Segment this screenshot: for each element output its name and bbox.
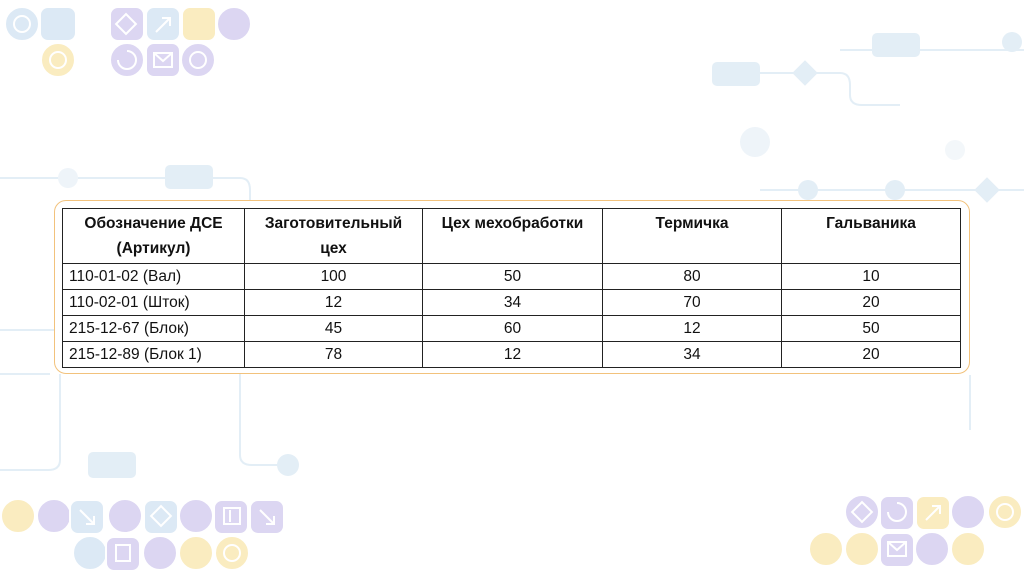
header-designation: Обозначение ДСЕ (Артикул) [63,209,245,264]
table-cell: 10 [782,264,961,290]
icon-tiles-bottom-right [809,495,1022,567]
header-heat-treatment: Термичка [603,209,782,264]
table-row [63,290,961,316]
table-cell: 215-12-89 (Блок 1) [63,342,245,368]
table-header-row [63,209,961,264]
table-cell: 12 [423,342,603,368]
data-table [62,208,961,368]
table-cell: 20 [782,290,961,316]
table-cell: 50 [423,264,603,290]
table-cell: 78 [245,342,423,368]
table-cell: 12 [603,316,782,342]
table-cell: 80 [603,264,782,290]
header-blank-shop: Заготовительный цех [245,209,423,264]
table-cell: 20 [782,342,961,368]
table-cell: 34 [423,290,603,316]
table-row [63,342,961,368]
header-galvanic: Гальваника [782,209,961,264]
table-row [63,316,961,342]
table-cell: 45 [245,316,423,342]
table-cell: 12 [245,290,423,316]
table-cell: 110-02-01 (Шток) [63,290,245,316]
icon-tiles-bottom-left [1,499,284,571]
table-cell: 34 [603,342,782,368]
table-cell: 60 [423,316,603,342]
table-cell: 70 [603,290,782,316]
table-cell: 50 [782,316,961,342]
icon-tiles-top-left [5,7,251,77]
table-cell: 110-01-02 (Вал) [63,264,245,290]
table-row [63,264,961,290]
header-machining-shop: Цех мехобработки [423,209,603,264]
table-cell: 215-12-67 (Блок) [63,316,245,342]
table-cell: 100 [245,264,423,290]
